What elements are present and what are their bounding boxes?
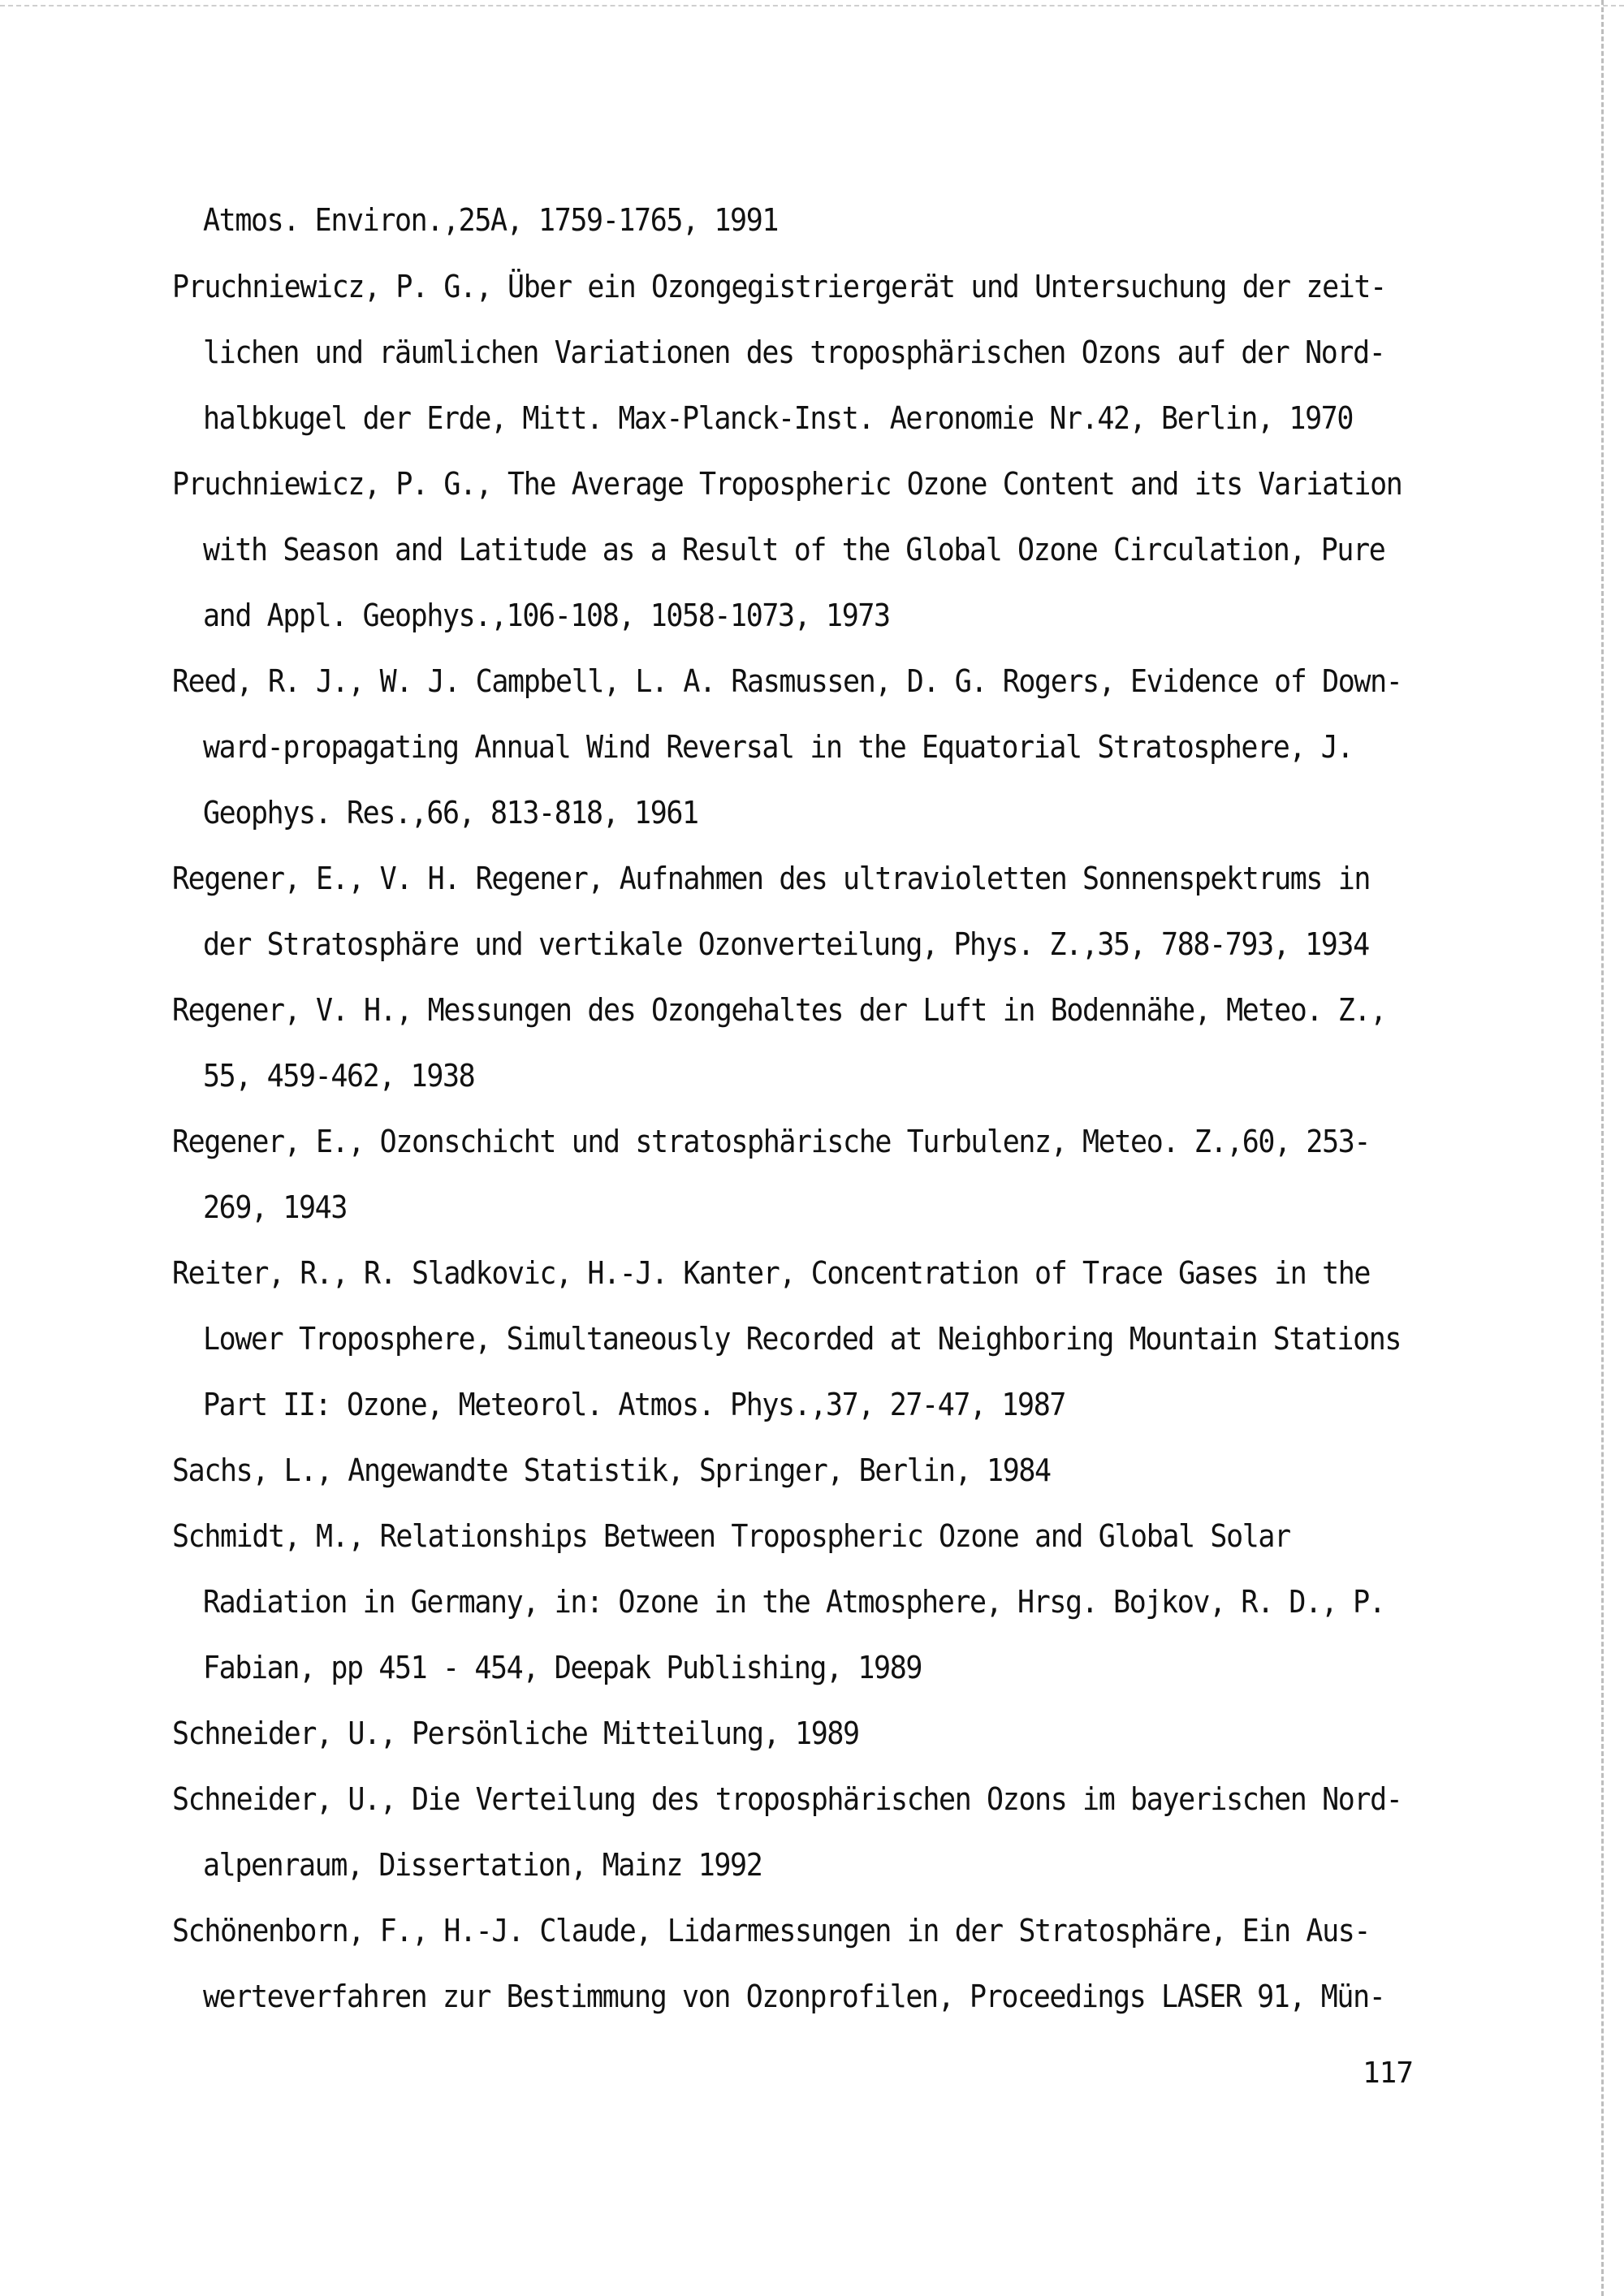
reference-line: Pruchniewicz, P. G., Über ein Ozongegistriergerät und Untersuchung der zeit- xyxy=(172,269,1386,304)
reference-line: Reed, R. J., W. J. Campbell, L. A. Rasmussen, D. G. Rogers, Evidence of Down- xyxy=(172,663,1402,699)
reference-line: Atmos. Environ.,25A, 1759-1765, 1991 xyxy=(203,202,779,238)
reference-line: halbkugel der Erde, Mitt. Max-Planck-Inst. Aeronomie Nr.42, Berlin, 1970 xyxy=(203,400,1354,436)
reference-line: Regener, E., Ozonschicht und stratosphärische Turbulenz, Meteo. Z.,60, 253- xyxy=(172,1124,1371,1159)
reference-line: lichen und räumlichen Variationen des troposphärischen Ozons auf der Nord- xyxy=(203,334,1385,370)
reference-line: Schneider, U., Die Verteilung des troposphärischen Ozons im bayerischen Nord- xyxy=(172,1781,1402,1817)
reference-line: der Stratosphäre und vertikale Ozonverteilung, Phys. Z.,35, 788-793, 1934 xyxy=(203,926,1369,962)
reference-line: and Appl. Geophys.,106-108, 1058-1073, 1973 xyxy=(203,598,890,633)
reference-line: Schneider, U., Persönliche Mitteilung, 1989 xyxy=(172,1716,859,1751)
reference-line: Part II: Ozone, Meteorol. Atmos. Phys.,37, 27-47, 1987 xyxy=(203,1387,1066,1422)
reference-line: werteverfahren zur Bestimmung von Ozonprofilen, Proceedings LASER 91, Mün- xyxy=(203,1979,1385,2014)
reference-line: alpenraum, Dissertation, Mainz 1992 xyxy=(203,1847,762,1883)
reference-line: Schmidt, M., Relationships Between Tropospheric Ozone and Global Solar xyxy=(172,1518,1290,1554)
reference-line: Schönenborn, F., H.-J. Claude, Lidarmessungen in der Stratosphäre, Ein Aus- xyxy=(172,1913,1371,1949)
page-number: 117 xyxy=(1363,2056,1414,2090)
reference-line: Lower Troposphere, Simultaneously Recorded at Neighboring Mountain Stations xyxy=(203,1321,1402,1357)
reference-line: Regener, V. H., Messungen des Ozongehaltes der Luft in Bodennähe, Meteo. Z., xyxy=(172,992,1386,1028)
reference-line: Fabian, pp 451 - 454, Deepak Publishing, 1989 xyxy=(203,1650,922,1685)
reference-line: Geophys. Res.,66, 813-818, 1961 xyxy=(203,795,698,831)
reference-line: 55, 459-462, 1938 xyxy=(203,1058,475,1094)
reference-line: Reiter, R., R. Sladkovic, H.-J. Kanter, Concentration of Trace Gases in the xyxy=(172,1255,1371,1291)
reference-line: Regener, E., V. H. Regener, Aufnahmen des ultravioletten Sonnenspektrums in xyxy=(172,861,1371,896)
reference-line: Sachs, L., Angewandte Statistik, Springer, Berlin, 1984 xyxy=(172,1452,1051,1488)
reference-line: with Season and Latitude as a Result of the Global Ozone Circulation, Pure xyxy=(203,532,1385,568)
reference-line: Radiation in Germany, in: Ozone in the Atmosphere, Hrsg. Bojkov, R. D., P. xyxy=(203,1584,1385,1620)
reference-line: Pruchniewicz, P. G., The Average Tropospheric Ozone Content and its Variation xyxy=(172,466,1402,502)
reference-line: ward-propagating Annual Wind Reversal in the Equatorial Stratosphere, J. xyxy=(203,729,1354,765)
reference-line: 269, 1943 xyxy=(203,1189,348,1225)
